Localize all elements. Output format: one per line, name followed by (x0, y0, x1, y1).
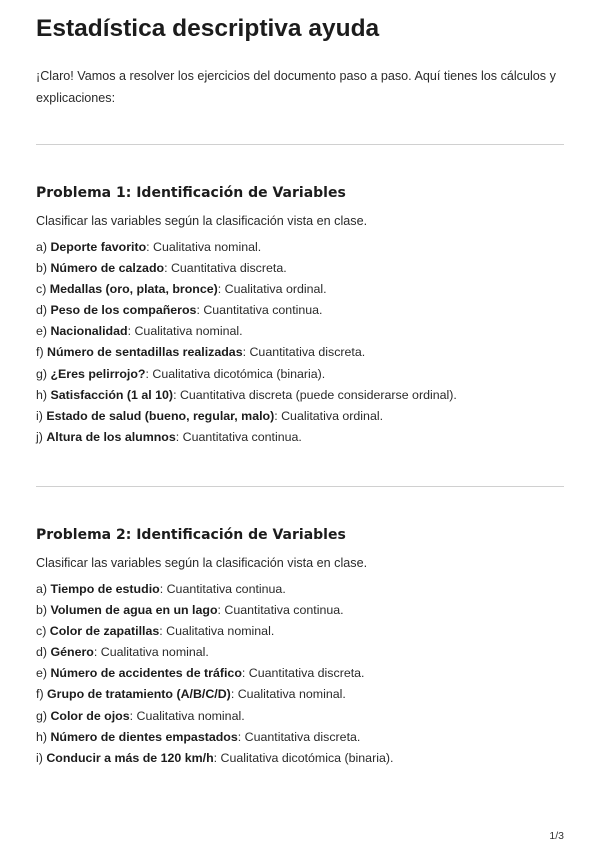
list-item (36, 748, 564, 769)
item-answer: : Cuantitativa continua. (196, 303, 323, 318)
item-answer: : Cualitativa ordinal. (274, 408, 384, 423)
item-prefix: h) (36, 729, 51, 744)
item-prefix: d) (36, 645, 51, 660)
list-item (36, 385, 564, 406)
item-term: Medallas (oro, plata, bronce) (49, 282, 218, 297)
item-answer: : Cuantitativa discreta. (242, 345, 366, 360)
list-item (36, 663, 564, 684)
item-prefix: g) (36, 708, 51, 723)
item-answer: : Cualitativa nominal. (127, 324, 243, 339)
list-item (36, 684, 564, 705)
divider (36, 486, 564, 487)
item-prefix: j) (36, 429, 47, 444)
list-item (36, 621, 564, 642)
item-term: Número de sentadillas realizadas (47, 345, 243, 360)
item-prefix: c) (36, 624, 50, 639)
problem-2-section (36, 525, 564, 769)
item-prefix: b) (36, 261, 51, 276)
problem-1-section (36, 183, 564, 448)
item-answer: : Cuantitativa discreta. (241, 666, 365, 681)
item-term: Altura de los alumnos (46, 429, 176, 444)
item-answer: : Cuantitativa discreta. (237, 729, 361, 744)
item-answer: : Cualitativa nominal. (230, 687, 346, 702)
item-answer: : Cualitativa nominal. (129, 708, 245, 723)
list-item (36, 406, 564, 427)
item-term: Número de accidentes de tráfico (50, 666, 242, 681)
item-prefix: g) (36, 366, 51, 381)
item-term: Nacionalidad (50, 324, 128, 339)
item-term: Satisfacción (1 al 10) (50, 387, 174, 402)
item-term: Deporte favorito (50, 240, 147, 254)
list-item (36, 258, 564, 279)
item-term: Volumen de agua en un lago (50, 603, 218, 618)
list-item (36, 321, 564, 342)
list-item (36, 727, 564, 748)
item-answer: : Cualitativa nominal. (159, 624, 275, 639)
item-answer: : Cuantitativa continua. (175, 429, 302, 444)
item-prefix: f) (36, 345, 48, 360)
item-prefix: i) (36, 750, 47, 765)
list-item (36, 279, 564, 300)
item-answer: : Cualitativa nominal. (93, 645, 209, 660)
item-prefix: d) (36, 303, 51, 318)
item-answer: : Cuantitativa continua. (159, 582, 286, 596)
item-term: Peso de los compañeros (50, 303, 197, 318)
problem-1-heading: Problema 1: Identificación de Variables (36, 185, 346, 201)
item-prefix: a) (36, 582, 51, 596)
item-prefix: b) (36, 603, 51, 618)
item-prefix: e) (36, 324, 51, 339)
item-answer: : Cuantitativa discreta (puede considerarse ordinal). (173, 387, 457, 402)
list-item (36, 642, 564, 663)
item-prefix: h) (36, 387, 51, 402)
item-answer: : Cualitativa nominal. (146, 240, 262, 254)
page-number: 1/3 (549, 830, 564, 842)
item-answer: : Cualitativa ordinal. (217, 282, 327, 297)
list-item (36, 579, 564, 600)
item-term: Grupo de tratamiento (A/B/C/D) (47, 687, 231, 702)
problem-2-list (36, 579, 564, 769)
problem-2-description: Clasificar las variables según la clasificación vista en clase. (36, 556, 368, 570)
item-term: Color de ojos (50, 708, 130, 723)
list-item (36, 300, 564, 321)
list-item (36, 706, 564, 727)
divider (36, 144, 564, 145)
list-item (36, 237, 564, 258)
list-item (36, 427, 564, 448)
item-answer: : Cualitativa dicotómica (binaria). (213, 750, 394, 765)
problem-2-heading: Problema 2: Identificación de Variables (36, 527, 346, 543)
item-prefix: a) (36, 240, 51, 254)
item-term: Número de calzado (50, 261, 165, 276)
item-prefix: i) (36, 408, 47, 423)
item-term: Color de zapatillas (49, 624, 160, 639)
problem-1-description: Clasificar las variables según la clasificación vista en clase. (36, 214, 368, 228)
item-prefix: e) (36, 666, 51, 681)
problem-1-list (36, 237, 564, 448)
item-term: Género (50, 645, 94, 660)
list-item (36, 342, 564, 363)
item-prefix: f) (36, 687, 48, 702)
item-term: Número de dientes empastados (50, 729, 238, 744)
item-term: ¿Eres pelirrojo? (50, 366, 146, 381)
intro-paragraph: ¡Claro! Vamos a resolver los ejercicios del documento paso a paso. Aquí tienes los cálculos y explicaciones: (36, 69, 556, 105)
item-term: Tiempo de estudio (50, 582, 160, 596)
document-title: Estadística descriptiva ayuda (36, 15, 380, 42)
list-item (36, 600, 564, 621)
item-answer: : Cuantitativa discreta. (164, 261, 287, 276)
item-answer: : Cuantitativa continua. (217, 603, 344, 618)
item-term: Conducir a más de 120 km/h (46, 750, 214, 765)
list-item (36, 364, 564, 385)
item-answer: : Cualitativa dicotómica (binaria). (145, 366, 326, 381)
item-prefix: c) (36, 282, 50, 297)
item-term: Estado de salud (bueno, regular, malo) (46, 408, 275, 423)
